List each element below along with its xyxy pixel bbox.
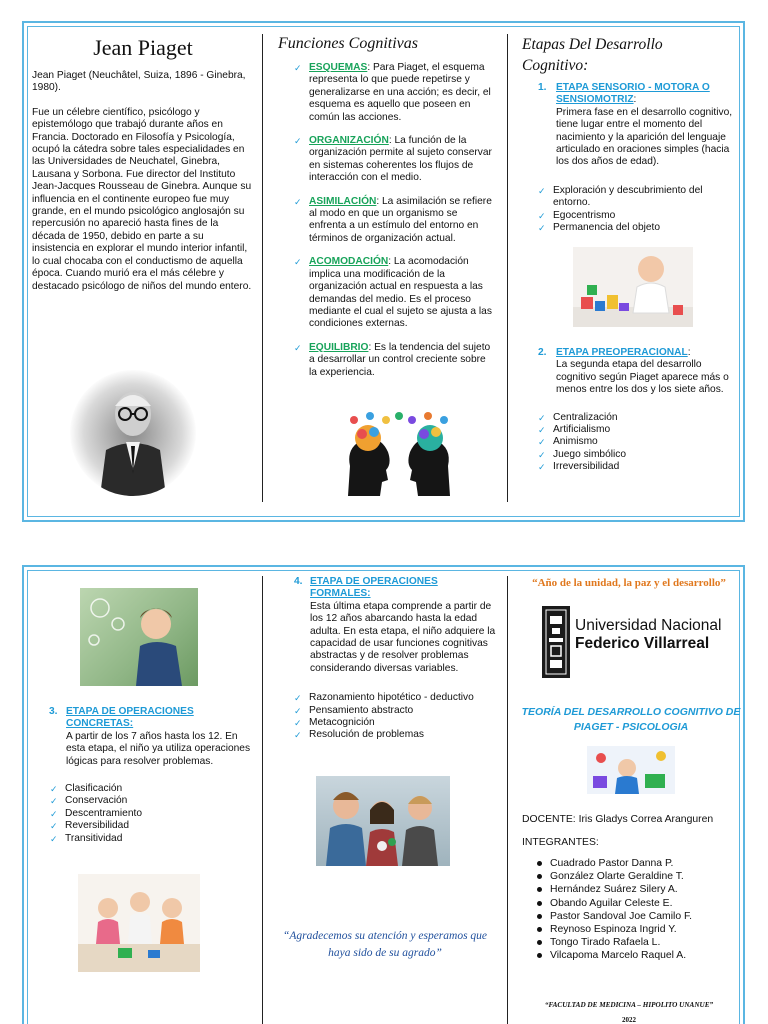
stage-3-traits [32, 783, 254, 845]
column-etapas [522, 34, 736, 234]
stage-number: 3. [49, 706, 58, 717]
docente-label: DOCENTE: [522, 814, 576, 825]
trait-item: ✓ Centralización [538, 412, 736, 424]
university-seal [542, 606, 570, 678]
students-image [316, 776, 450, 866]
member-item: Cuadrado Pastor Danna P. [534, 857, 734, 870]
trait-item: ✓ Irreversibilidad [538, 461, 736, 473]
trait-item: ✓ Juego simbólico [538, 449, 736, 461]
trait-item: ✓ Animismo [538, 436, 736, 448]
integrantes-label: INTEGRANTES: [522, 837, 599, 848]
stage-1-traits [522, 185, 736, 235]
function-item [294, 135, 496, 185]
function-item [294, 256, 496, 330]
stage-1 [522, 82, 736, 169]
member-item: González Olarte Geraldine T. [534, 870, 734, 883]
kids-learning-illustration [587, 746, 675, 794]
stage-description: Esta última etapa comprende a partir de los 12 años abarcando hasta la edad adulta. En esta etapa, el niño adquiere la capacidad de usar funciones cognitivas abstractas y de resolver problemas considerando diversas variables. [310, 600, 496, 674]
function-term: ORGANIZACIÓN [309, 135, 389, 147]
member-item: Obando Aguilar Celeste E. [534, 897, 734, 910]
brains-image [340, 410, 458, 496]
stage-title: ETAPA DE OPERACIONES CONCRETAS: [66, 706, 194, 730]
member-item: Pastor Sandoval Joe Camilo F. [534, 910, 734, 923]
trait-item: ✓ Transitividad [50, 833, 254, 845]
stage-description: A partir de los 7 años hasta los 12. En esta etapa, el niño ya utiliza operaciones lógicas para resolver problemas. [66, 730, 251, 767]
column-title: Funciones Cognitivas [278, 35, 418, 52]
docente-name: Iris Gladys Correa Aranguren [575, 814, 714, 825]
seal-pattern [542, 606, 570, 678]
stage-number: 1. [538, 82, 547, 93]
members-list [534, 857, 734, 963]
column-operaciones-concretas [32, 706, 254, 845]
column-divider [262, 576, 263, 1024]
stage-2 [522, 347, 736, 397]
trait-item: ✓ Egocentrismo [538, 210, 736, 222]
member-item: Tongo Tirado Rafaela L. [534, 936, 734, 949]
stage-description: Primera fase en el desarrollo cognitivo, tiene lugar entre el momento del nacimiento y la aparición del lenguaje articulado en oraciones simples (hacia los dos años de edad). [556, 106, 733, 168]
column-funciones-cognitivas [278, 34, 496, 379]
thanks-message: “Agradecemos su atención y esperamos que haya sido de su agrado” [282, 930, 488, 959]
column-divider [507, 34, 508, 502]
member-item: Vilcapoma Marcelo Raquel A. [534, 949, 734, 962]
university-line-1: Universidad Nacional [575, 617, 722, 634]
trait-item: ✓ Artificialismo [538, 424, 736, 436]
stage-number: 2. [538, 347, 547, 358]
stage-title: ETAPA SENSORIO - MOTORA O SENSIOMOTRIZ [556, 82, 710, 106]
brochure-topic: TEORÍA DEL DESARROLLO COGNITIVO DE PIAGET - PSICOLOGIA [521, 706, 741, 733]
function-term: ASIMILACIÓN [309, 195, 377, 207]
trait-item: ✓ Razonamiento hipotético - deductivo [294, 692, 496, 704]
stage-2-traits [522, 412, 736, 474]
trait-item: ✓ Pensamiento abstracto [294, 705, 496, 717]
stage-suffix: : [687, 347, 691, 358]
function-term: EQUILIBRIO [309, 341, 369, 353]
trait-item: ✓ Descentramiento [50, 808, 254, 820]
kids-illustration [78, 874, 200, 972]
kids-learning-image [587, 746, 675, 794]
docente-line [522, 813, 713, 827]
stage-2-block [522, 347, 736, 474]
trait-item: ✓ Metacognición [294, 717, 496, 729]
function-text: : La acomodación implica una modificación de la organización actual en respuesta a las demandas del medio. Es el proceso mediante el cual el sujeto se ajusta a las condiciones externas. [309, 256, 492, 330]
piaget-portrait [70, 370, 196, 496]
stage-title: ETAPA DE OPERACIONES FORMALES: [310, 576, 438, 600]
stage-4-traits [278, 692, 496, 742]
girl-illustration [80, 588, 198, 686]
column-title: Jean Piaget [93, 35, 193, 60]
baby-illustration [573, 247, 693, 327]
column-divider [507, 576, 508, 1024]
stage-4 [278, 576, 496, 675]
year: 2022 [622, 1016, 636, 1024]
member-item: Hernández Suárez Silery A. [534, 883, 734, 896]
portrait-illustration [70, 370, 196, 496]
column-divider [262, 34, 263, 502]
function-text: : Para Piaget, el esquema representa lo que puede repetirse y generalizarse en una acción; es decir, el esquema es aquello que poseen en común las acciones. [309, 62, 491, 123]
function-item [294, 196, 496, 246]
function-text: : Es la tendencia del sujeto a desarrollar un control creciente sobre la experiencia. [309, 341, 491, 378]
member-item: Reynoso Espinoza Ingrid Y. [534, 923, 734, 936]
bio-text: Fue un célebre científico, psicólogo y epistemólogo que trabajó durante años en Francia. Doctorado en Filosofía y Psicología, ocupó la cátedra sobre tales especialidades en las Universidades de Neuchatel, Ginebra, Lausana y Sorbona. Fue director del Instituto Jean-Jacques Rousseau de Ginebra. Aunque su influencia en el continente europeo fue muy grande, en el mundo psicológico anglosajón su repercusión no apareció hasta fines de la década de 1950, debido en parte a su insistencia en explorar el mundo interior infantil, lo cual chocaba con el conductismo de aquella época. Cuando murió era el más célebre y destacado psicólogo de niños del mundo entero. [32, 106, 252, 292]
bio-lead: Jean Piaget (Neuchâtel, Suiza, 1896 - Ginebra, 1980). [32, 70, 246, 94]
trait-item: ✓ Clasificación [50, 783, 254, 795]
trait-item: ✓ Reversibilidad [50, 820, 254, 832]
column-jean-piaget [32, 34, 254, 293]
baby-image [573, 247, 693, 327]
function-term: ESQUEMAS [309, 62, 368, 73]
column-operaciones-formales [278, 576, 496, 742]
function-item [294, 62, 496, 124]
heads-illustration [340, 410, 458, 496]
kids-table-image [78, 874, 200, 972]
function-text: : La función de la organización permite al sujeto conservar en sistemas coherentes los flujos de interacción con el medio. [309, 135, 492, 184]
trait-item: ✓ Exploración y descubrimiento del entorno. [538, 185, 736, 210]
students-illustration [316, 776, 450, 866]
stage-description: La segunda etapa del desarrollo cognitivo según Piaget aparece más o menos entre los dos y los siete años. [556, 359, 729, 396]
function-item [294, 342, 496, 379]
faculty-name: “FACULTAD DE MEDICINA – HIPOLITO UNANUE” [544, 1001, 714, 1009]
motto: “Año de la unidad, la paz y el desarrollo” [532, 577, 726, 589]
stage-suffix: : [633, 94, 637, 106]
function-term: ACOMODACIÓN [309, 256, 389, 268]
university-line-2: Federico Villarreal [575, 635, 710, 652]
trait-item: ✓ Resolución de problemas [294, 729, 496, 741]
trait-item: ✓ Permanencia del objeto [538, 222, 736, 234]
functions-list [278, 62, 496, 379]
stage-number: 4. [294, 576, 303, 587]
stage-title: ETAPA PREOPERACIONAL [556, 347, 688, 358]
column-title: Etapas Del Desarrollo Cognitivo: [522, 36, 663, 74]
girl-bubbles-image [80, 588, 198, 686]
university-name [575, 617, 745, 653]
trait-item: ✓ Conservación [50, 795, 254, 807]
function-text: : La asimilación se refiere al modo en que un organismo se enfrenta a un estímulo del entorno en términos de organización actual. [309, 195, 492, 244]
stage-3 [32, 706, 254, 768]
